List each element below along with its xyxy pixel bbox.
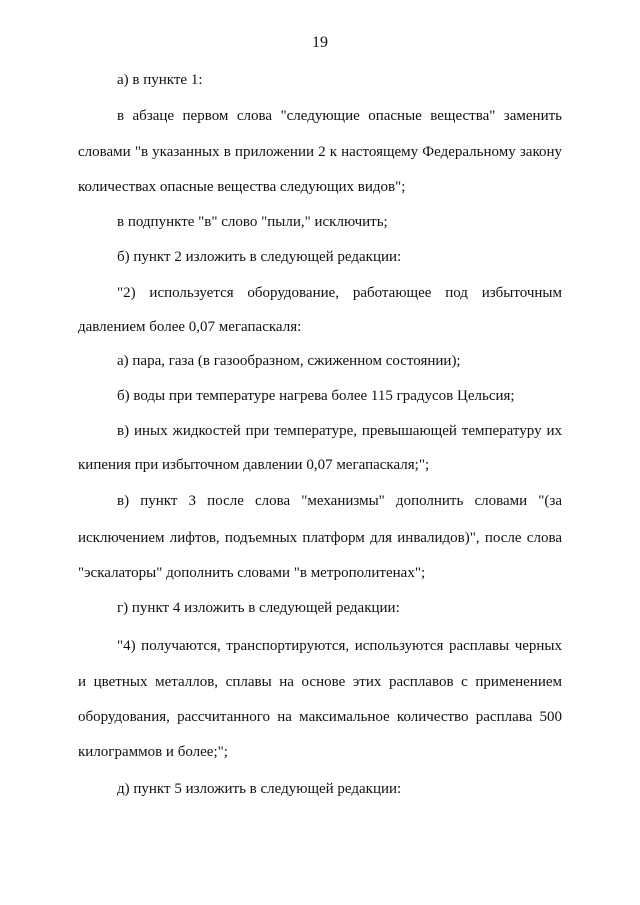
text-line: оборудования, рассчитанного на максимальное количество расплава 500 <box>78 709 562 725</box>
text-line: количествах опасные вещества следующих видов"; <box>78 179 406 195</box>
text-line: б) пункт 2 изложить в следующей редакции: <box>117 249 402 265</box>
page-number: 19 <box>312 34 328 51</box>
text-line: а) в пункте 1: <box>117 72 203 88</box>
text-line: в подпункте "в" слово "пыли," исключить; <box>117 214 388 230</box>
text-line: б) воды при температуре нагрева более 115 градусов Цельсия; <box>117 388 515 404</box>
text-line: "2) используется оборудование, работающее под избыточным <box>117 285 562 301</box>
text-line: в абзаце первом слова "следующие опасные вещества" заменить <box>117 108 562 124</box>
text-line: д) пункт 5 изложить в следующей редакции: <box>117 781 402 797</box>
text-line: а) пара, газа (в газообразном, сжиженном состоянии); <box>117 353 461 369</box>
text-line: исключением лифтов, подъемных платформ для инвалидов)", после слова <box>78 530 562 546</box>
text-line: в) иных жидкостей при температуре, превышающей температуру их <box>117 423 562 439</box>
text-line: г) пункт 4 изложить в следующей редакции: <box>117 600 400 616</box>
text-line: в) пункт 3 после слова "механизмы" дополнить словами "(за <box>117 493 562 509</box>
text-line: и цветных металлов, сплавы на основе этих расплавов с применением <box>78 674 562 690</box>
text-line: кипения при избыточном давлении 0,07 мегапаскаля;"; <box>78 457 430 473</box>
text-line: килограммов и более;"; <box>78 744 228 760</box>
text-line: "4) получаются, транспортируются, используются расплавы черных <box>117 638 562 654</box>
text-line: давлением более 0,07 мегапаскаля: <box>78 319 302 335</box>
text-line: "эскалаторы" дополнить словами "в метрополитенах"; <box>78 565 426 581</box>
text-line: словами "в указанных в приложении 2 к настоящему Федеральному закону <box>78 144 562 160</box>
